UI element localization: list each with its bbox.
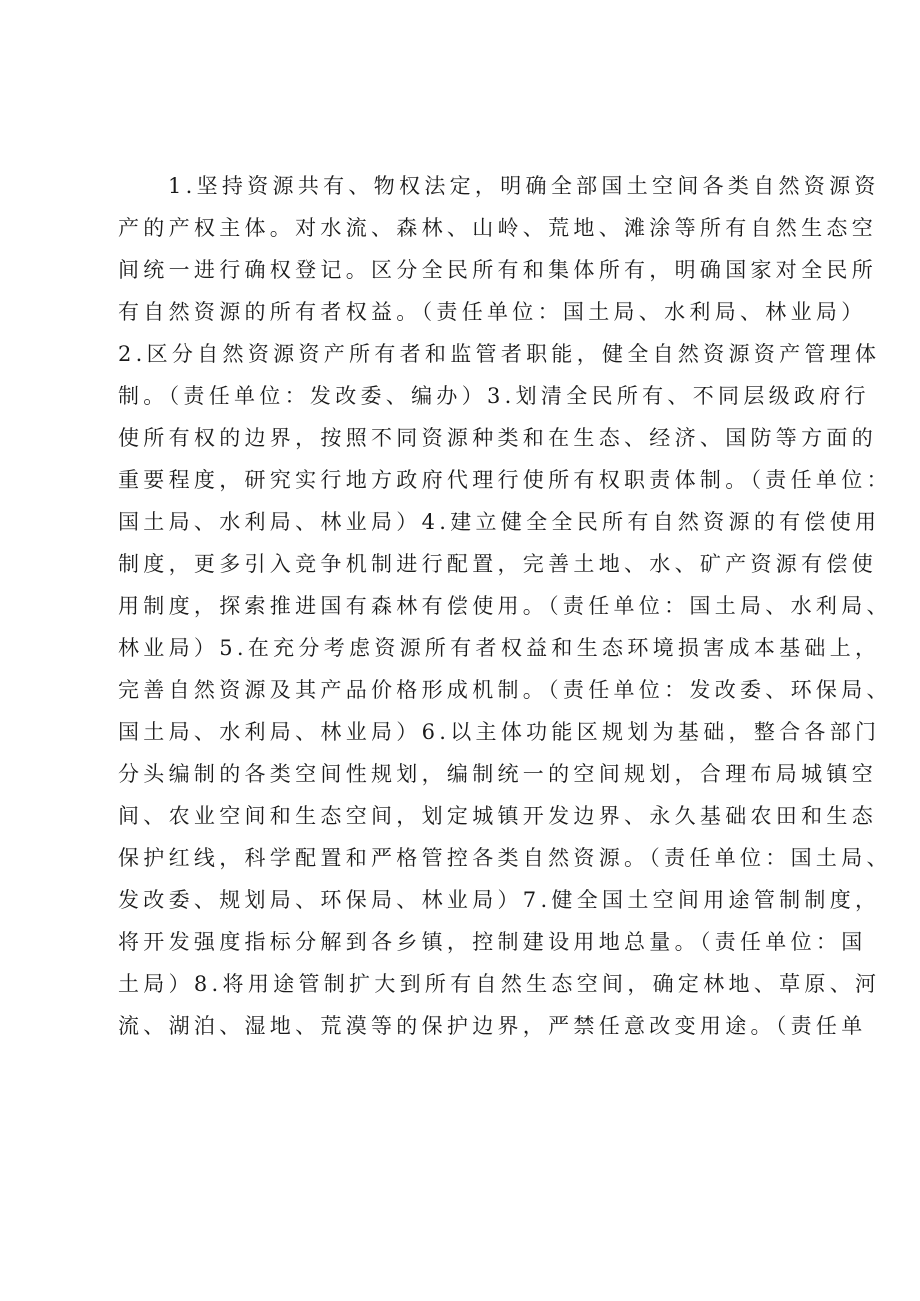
text-line-19: 将开发强度指标分解到各乡镇，控制建设用地总量。（责任单位：国 — [118, 930, 867, 954]
text-line-20: 土局）8.将用途管制扩大到所有自然生态空间，确定林地、草原、河 — [118, 972, 881, 996]
text-line-8: 重要程度，研究实行地方政府代理行使所有权职责体制。（责任单位： — [118, 468, 892, 492]
text-line-2: 产的产权主体。对水流、森林、山岭、荒地、滩涂等所有自然生态空 — [118, 216, 877, 240]
text-line-3: 间统一进行确权登记。区分全民所有和集体所有，明确国家对全民所 — [118, 258, 877, 282]
text-line-11: 用制度，探索推进国有森林有偿使用。（责任单位：国土局、水利局、 — [118, 594, 892, 618]
text-line-13: 完善自然资源及其产品价格形成机制。（责任单位：发改委、环保局、 — [118, 678, 892, 702]
text-line-18: 发改委、规划局、环保局、林业局）7.健全国土空间用途管制制度， — [118, 888, 881, 912]
text-line-1: 1.坚持资源共有、物权法定，明确全部国土空间各类自然资源资 — [168, 174, 880, 198]
text-line-9: 国土局、水利局、林业局）4.建立健全全民所有自然资源的有偿使用 — [118, 510, 881, 534]
text-line-21: 流、湖泊、湿地、荒漠等的保护边界，严禁任意改变用途。（责任单 — [118, 1014, 867, 1038]
text-line-5: 2.区分自然资源资产所有者和监管者职能，健全自然资源资产管理体 — [118, 342, 881, 366]
text-line-6: 制。（责任单位：发改委、编办）3.划清全民所有、不同层级政府行 — [118, 384, 870, 408]
body-paragraph — [118, 165, 892, 1047]
text-line-4: 有自然资源的所有者权益。（责任单位：国土局、水利局、林业局） — [118, 300, 867, 324]
text-line-16: 间、农业空间和生态空间，划定城镇开发边界、永久基础农田和生态 — [118, 804, 877, 828]
text-line-17: 保护红线，科学配置和严格管控各类自然资源。（责任单位：国土局、 — [118, 846, 892, 870]
text-line-15: 分头编制的各类空间性规划，编制统一的空间规划，合理布局城镇空 — [118, 762, 877, 786]
text-line-12: 林业局）5.在充分考虑资源所有者权益和生态环境损害成本基础上， — [118, 636, 881, 660]
text-line-7: 使所有权的边界，按照不同资源种类和在生态、经济、国防等方面的 — [118, 426, 877, 450]
text-line-10: 制度，更多引入竞争机制进行配置，完善土地、水、矿产资源有偿使 — [118, 552, 877, 576]
text-line-14: 国土局、水利局、林业局）6.以主体功能区规划为基础，整合各部门 — [118, 720, 881, 744]
